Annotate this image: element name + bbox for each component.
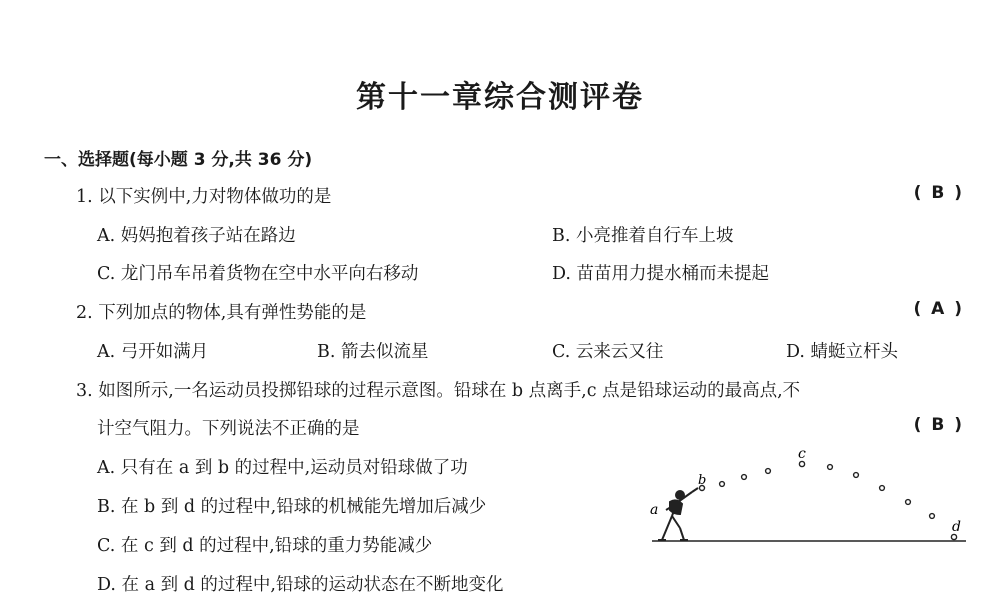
trajectory-point-c	[799, 461, 804, 466]
question-2-stem: 2. 下列加点的物体,具有弹性势能的是	[76, 303, 367, 323]
question-1-option-d: D. 苗苗用力提水桶而未提起	[552, 264, 770, 284]
question-3-stem-line1: 3. 如图所示,一名运动员投掷铅球的过程示意图。铅球在 b 点离手,c 点是铅球运动的最高点,不	[76, 381, 801, 401]
label-c: c	[798, 446, 806, 462]
trajectory-point-d	[951, 534, 956, 539]
question-2-option-b: B. 箭去似流星	[317, 342, 429, 362]
section-header: 一、选择题(每小题 3 分,共 36 分)	[44, 150, 313, 170]
question-3-option-c: C. 在 c 到 d 的过程中,铅球的重力势能减少	[97, 536, 433, 556]
question-3-option-b: B. 在 b 到 d 的过程中,铅球的机械能先增加后减少	[97, 497, 487, 517]
shot-put-diagram	[640, 440, 980, 555]
question-1-option-c: C. 龙门吊车吊着货物在空中水平向右移动	[97, 264, 419, 284]
question-1-option-a: A. 妈妈抱着孩子站在路边	[97, 226, 296, 246]
question-1-stem: 1. 以下实例中,力对物体做功的是	[76, 187, 332, 207]
question-3-option-a: A. 只有在 a 到 b 的过程中,运动员对铅球做了功	[97, 458, 468, 478]
question-1-answer: ( B )	[913, 183, 964, 203]
label-a: a	[650, 502, 659, 518]
question-1-option-b: B. 小亮推着自行车上坡	[552, 226, 734, 246]
label-d: d	[952, 519, 961, 535]
question-2-option-c: C. 云来云又往	[552, 342, 664, 362]
question-3-option-d: D. 在 a 到 d 的过程中,铅球的运动状态在不断地变化	[97, 575, 504, 595]
question-3-stem-line2: 计空气阻力。下列说法不正确的是	[97, 419, 360, 439]
question-2-option-d: D. 蜻蜓立杆头	[786, 342, 899, 362]
label-b: b	[698, 473, 707, 488]
page-title: 第十一章综合测评卷	[356, 80, 644, 115]
question-2-option-a: A. 弓开如满月	[97, 342, 209, 362]
question-2-answer: ( A )	[913, 299, 964, 319]
athlete-figure	[658, 488, 698, 540]
question-3-answer: ( B )	[913, 415, 964, 435]
trajectory-points	[700, 461, 957, 539]
